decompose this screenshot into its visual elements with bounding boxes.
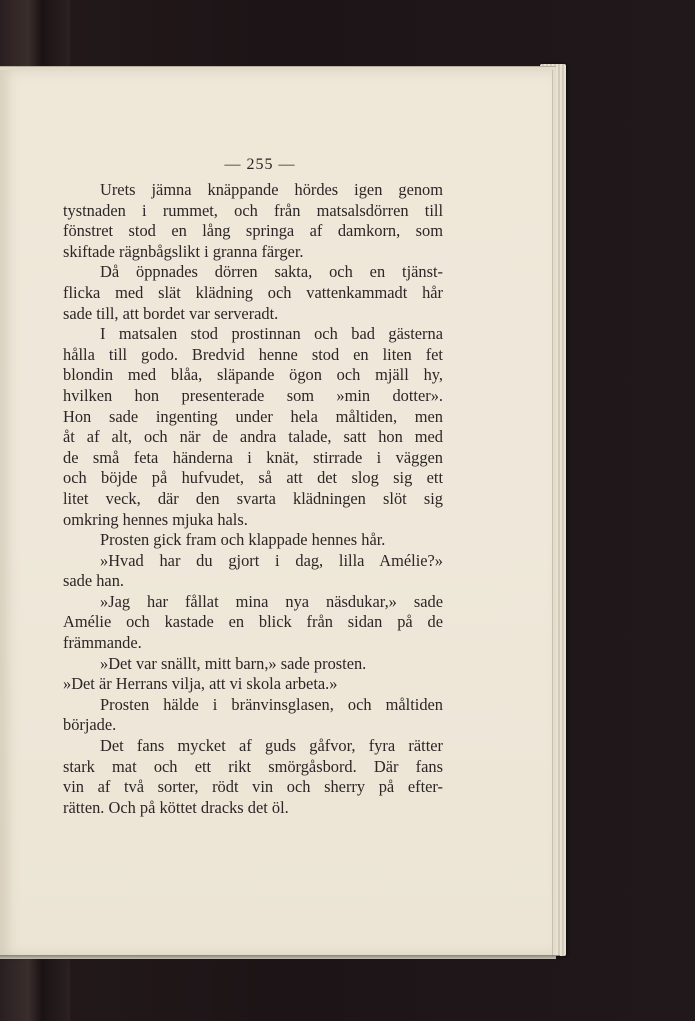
text-line: vin af två sorter, rödt vin och sherry på efter- — [63, 777, 443, 797]
text-line: skiftade rägnbågslikt i granna färger. — [63, 241, 304, 261]
page-text — [63, 180, 443, 818]
text-line: hålla till godo. Bredvid henne stod en liten fet — [63, 344, 443, 364]
text-line: Amélie och kastade en blick från sidan på de — [63, 612, 443, 632]
text-line: blondin med blåa, släpande ögon och mjäll hy, — [63, 365, 443, 385]
text-line: fönstret stod en lång springa af damkorn, som — [63, 221, 443, 241]
text-line: åt af alt, och när de andra talade, satt hon med — [63, 427, 443, 447]
text-line: Prosten gick fram och klappade hennes hår. — [100, 530, 386, 550]
text-line: Det fans mycket af guds gåfvor, fyra rätter — [100, 736, 443, 756]
text-line: flicka med slät klädning och vattenkammadt hår — [63, 282, 443, 302]
text-line: hvilken hon presenterade som »min dotter». — [63, 385, 443, 405]
page-shadow — [0, 955, 560, 961]
text-line: omkring hennes mjuka hals. — [63, 509, 248, 529]
text-line: litet veck, där den svarta klädningen slöt sig — [63, 488, 443, 508]
text-line: »Hvad har du gjort i dag, lilla Amélie?» — [100, 550, 443, 570]
text-line: sade han. — [63, 571, 124, 591]
text-line: I matsalen stod prostinnan och bad gästerna — [100, 324, 443, 344]
text-line: Prosten hälde i bränvinsglasen, och måltiden — [100, 694, 443, 714]
text-line: främmande. — [63, 633, 142, 653]
text-line: Då öppnades dörren sakta, och en tjänst- — [100, 262, 443, 282]
page-number: — 255 — — [224, 156, 296, 173]
text-line: rätten. Och på köttet dracks det öl. — [63, 797, 289, 817]
text-line: »Jag har fållat mina nya näsdukar,» sade — [100, 591, 443, 611]
text-line: de små feta händerna i knät, stirrade i väggen — [63, 447, 443, 467]
text-line: började. — [63, 715, 117, 735]
text-line: Urets jämna knäppande hördes igen genom — [100, 180, 443, 199]
text-line: Hon sade ingenting under hela måltiden, men — [63, 406, 443, 426]
text-line: »Det var snällt, mitt barn,» sade prosten. — [100, 653, 367, 673]
text-line: »Det är Herrans vilja, att vi skola arbeta.» — [63, 674, 338, 694]
text-line: sade till, att bordet var serveradt. — [63, 303, 279, 323]
text-line: och böjde på hufvudet, så att det slog sig ett — [63, 468, 443, 488]
text-line: stark mat och ett rikt smörgåsbord. Där fans — [63, 756, 443, 776]
text-line: tystnaden i rummet, och från matsalsdörren till — [63, 200, 443, 220]
